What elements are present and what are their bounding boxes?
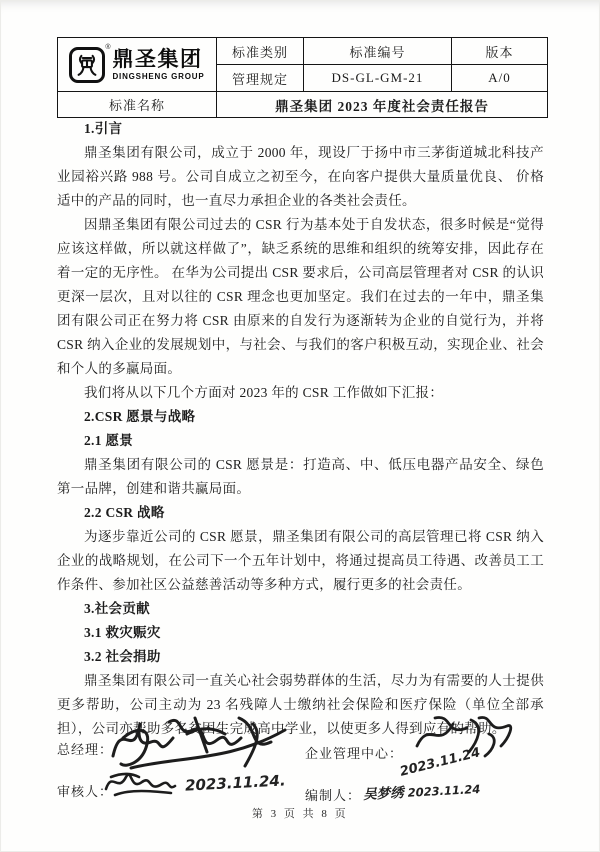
registered-trademark-mark: ® (105, 43, 111, 51)
preparer-label: 编制人： (305, 788, 362, 803)
version-value: A/0 (452, 65, 548, 92)
standard-name-value: 鼎圣集团 2023 年度社会责任报告 (217, 92, 548, 118)
page-number-indicator: 第 3 页 共 8 页 (251, 808, 349, 820)
standard-number-label: 标准编号 (304, 38, 452, 65)
management-center-label: 企业管理中心： (305, 746, 404, 761)
standard-number-value: DS-GL-GM-21 (304, 65, 452, 92)
ding-vessel-logo-icon (69, 43, 111, 83)
standard-name-label: 标准名称 (58, 92, 217, 118)
logo-name-chinese: 鼎圣集团 (112, 47, 203, 71)
section-heading: 2.2 CSR 战略 (84, 505, 165, 520)
body-paragraph: 我们将从以下几个方面对 2023 年的 CSR 工作做如下汇报： (84, 385, 444, 400)
section-heading: 2.1 愿景 (84, 433, 134, 448)
body-paragraph: 因鼎圣集团有限公司过去的 CSR 行为基本处于自发状态，很多时候是“觉得应该这样做，所以就这样做了”，缺乏系统的思维和组织的统筹安排，因此存在着一定的无序性。 在华为公司提出 CSR 要求后，公司高层管理者对 CSR 的认识更深一层次，且对以往的 CSR 理念也更加坚定。我们在过去的一年中，鼎圣集团有限公司正在努力将 CSR 由原来的自发行为逐渐转为企业的自觉行为，并将 CSR 纳入企业的发展规划中，与社会、与我们的客户积极互动，实现企业、社会和个人的多赢局面。 (57, 217, 544, 376)
general-manager-label: 总经理： (57, 742, 114, 757)
reviewer-signature (101, 765, 181, 799)
logo-name-english: DINGSHENG GROUP (112, 71, 205, 81)
standard-category-label: 标准类别 (217, 38, 304, 65)
preparer-signature-handwritten (363, 777, 481, 803)
preparer-name-handwritten: 吴梦绣 (362, 784, 405, 804)
body-paragraph: 鼎圣集团有限公司，成立于 2000 年，现设厂于扬中市三茅街道城北科技产业园裕兴路 988 号。公司自成立之初至今，在向客户提供大量质量优良、 价格适中的产品的同时，也一直尽力承担企业的各类社会责任。 (57, 145, 544, 208)
preparer-date-handwritten: 2023.11.24 (407, 781, 481, 800)
version-label: 版本 (452, 38, 548, 65)
reviewer-date-handwritten: 2023.11.24. (184, 771, 286, 795)
section-heading: 3.社会贡献 (84, 601, 150, 616)
management-center-date-handwritten: 2023.11.24 (398, 745, 482, 780)
body-paragraph: 鼎圣集团有限公司一直关心社会弱势群体的生活，尽力为有需要的人士提供更多帮助，公司主动为 23 名残障人士缴纳社会保险和医疗保险（单位全部承担），公司亦帮助多名贫困生完成高中学业，以使更多人得到应有的帮助。 (57, 673, 544, 736)
company-logo (58, 43, 216, 83)
body-paragraph: 为逐步靠近公司的 CSR 愿景，鼎圣集团有限公司的高层管理已将 CSR 纳入企业的战略规划，在公司下一个五年计划中，将通过提高员工待遇、改善员工工作条件、参加社区公益慈善活动等多种方式，履行更多的社会责任。 (57, 529, 544, 592)
section-heading: 3.1 救灾赈灾 (84, 625, 161, 640)
body-paragraph: 鼎圣集团有限公司的 CSR 愿景是：打造高、中、低压电器产品安全、绿色第一品牌，创建和谐共赢局面。 (57, 457, 544, 496)
document-header-table (57, 37, 548, 118)
section-heading: 3.2 社会捐助 (84, 649, 161, 664)
reviewer-label: 审核人： (57, 784, 114, 799)
standard-category-value: 管理规定 (217, 65, 304, 92)
document-body (57, 117, 544, 741)
section-heading: 2.CSR 愿景与战略 (84, 409, 196, 424)
logo-cell (58, 38, 217, 92)
section-heading: 1.引言 (84, 121, 123, 136)
signature-block (57, 708, 544, 804)
